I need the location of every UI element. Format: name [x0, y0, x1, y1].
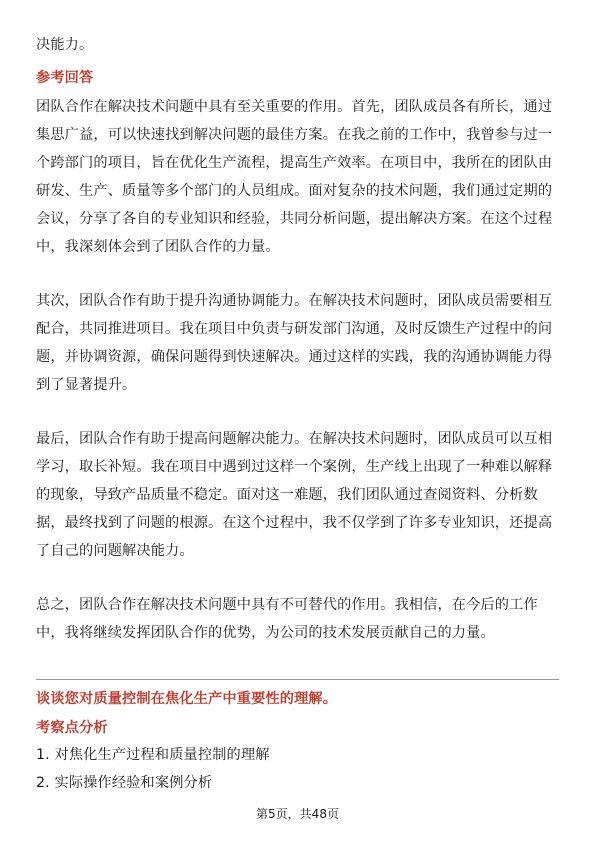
- paragraph-line: 据，最终找到了问题的根源。在这个过程中，我不仅学到了许多专业知识，还提高: [36, 515, 553, 531]
- paragraph-line: 其次，团队合作有助于提升沟通协调能力。在解决技术问题时，团队成员需要相互: [36, 293, 553, 309]
- paragraph-line: 到了显著提升。: [36, 377, 137, 393]
- paragraph-line: 了自己的问题解决能力。: [36, 543, 194, 559]
- paragraph-line: 会议，分享了各自的专业知识和经验，共同分析问题，提出解决方案。在这个过程: [36, 211, 553, 227]
- analysis-heading: 考察点分析: [36, 720, 108, 736]
- paragraph-line: 中，我将继续发挥团队合作的优势，为公司的技术发展贡献自己的力量。: [36, 625, 495, 641]
- paragraph-line: 团队合作在解决技术问题中具有至关重要的作用。首先，团队成员各有所长，通过: [36, 99, 553, 115]
- paragraph-line: 的现象，导致产品质量不稳定。面对这一难题，我们团队通过查阅资料、分析数: [36, 487, 538, 503]
- page-number: 第5页，共48页: [256, 807, 339, 821]
- paragraph-line: 总之，团队合作在解决技术问题中具有不可替代的作用。我相信，在今后的工作: [36, 597, 538, 613]
- section-divider: [36, 679, 559, 680]
- analysis-point-2: 2. 实际操作经验和案例分析: [36, 775, 213, 791]
- question-title: 谈谈您对质量控制在焦化生产中重要性的理解。: [36, 691, 338, 707]
- continued-text-fragment: 决能力。: [36, 37, 94, 53]
- paragraph-line: 个跨部门的项目，旨在优化生产流程，提高生产效率。在项目中，我所在的团队由: [36, 155, 553, 171]
- reference-answer-heading: 参考回答: [36, 70, 94, 86]
- paragraph-line: 题，并协调资源，确保问题得到快速解决。通过这样的实践，我的沟通协调能力得: [36, 349, 553, 365]
- paragraph-line: 最后，团队合作有助于提高问题解决能力。在解决技术问题时，团队成员可以互相: [36, 431, 553, 447]
- paragraph-line: 研发、生产、质量等多个部门的人员组成。面对复杂的技术问题，我们通过定期的: [36, 183, 553, 199]
- analysis-point-1: 1. 对焦化生产过程和质量控制的理解: [36, 747, 270, 763]
- paragraph-line: 学习，取长补短。我在项目中遇到过这样一个案例，生产线上出现了一种难以解释: [36, 459, 553, 475]
- paragraph-line: 配合，共同推进项目。我在项目中负责与研发部门沟通，及时反馈生产过程中的问: [36, 321, 553, 337]
- paragraph-line: 中，我深刻体会到了团队合作的力量。: [36, 239, 280, 255]
- paragraph-line: 集思广益，可以快速找到解决问题的最佳方案。在我之前的工作中，我曾参与过一: [36, 127, 553, 143]
